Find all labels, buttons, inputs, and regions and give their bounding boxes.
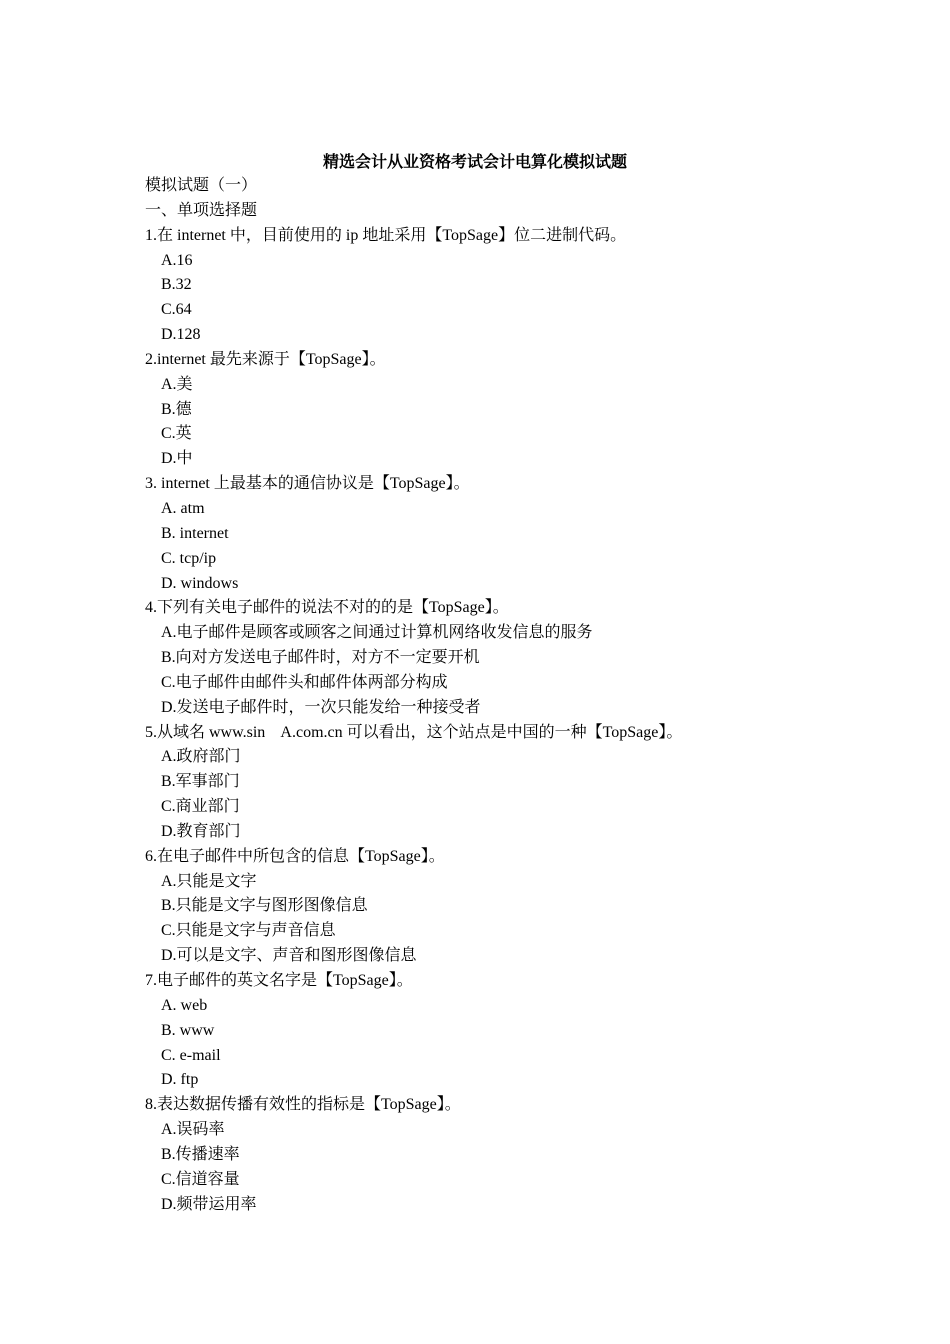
question-stem: 2.internet 最先来源于【TopSage】。 bbox=[145, 350, 386, 368]
answer-option: D.中 bbox=[161, 450, 193, 468]
exam-subtitle: 模拟试题（一） bbox=[145, 177, 258, 194]
answer-option: A. web bbox=[161, 996, 208, 1014]
answer-option: C.只能是文字与声音信息 bbox=[161, 922, 336, 940]
answer-option: A.只能是文字 bbox=[161, 872, 257, 890]
question-stem: 7.电子邮件的英文名字是【TopSage】。 bbox=[145, 972, 413, 989]
answer-option: B.只能是文字与图形图像信息 bbox=[161, 897, 368, 915]
answer-option: A.美 bbox=[161, 375, 193, 393]
answer-option: C. tcp/ip bbox=[161, 549, 217, 567]
question-stem: 6.在电子邮件中所包含的信息【TopSage】。 bbox=[145, 847, 445, 865]
answer-option: C.商业部门 bbox=[161, 798, 240, 816]
question-item bbox=[145, 969, 865, 1093]
question-stem: 8.表达数据传播有效性的指标是【TopSage】。 bbox=[145, 1096, 461, 1114]
question-item bbox=[145, 845, 865, 969]
answer-option: D.128 bbox=[161, 326, 201, 344]
answer-option: D.频带运用率 bbox=[161, 1195, 257, 1213]
answer-option: C.64 bbox=[161, 301, 192, 319]
question-item bbox=[145, 1093, 865, 1217]
question-stem: 3. internet 上最基本的通信协议是【TopSage】。 bbox=[145, 475, 470, 493]
answer-option: C. e-mail bbox=[161, 1046, 221, 1064]
question-stem: 4.下列有关电子邮件的说法不对的的是【TopSage】。 bbox=[145, 599, 509, 617]
answer-option: B. www bbox=[161, 1021, 215, 1039]
answer-option: C.信道容量 bbox=[161, 1170, 240, 1188]
question-item bbox=[145, 721, 865, 845]
answer-option: B.军事部门 bbox=[161, 773, 240, 791]
answer-option: B.32 bbox=[161, 276, 192, 294]
section-heading: 一、单项选择题 bbox=[145, 201, 258, 219]
question-item bbox=[145, 348, 865, 472]
answer-option: D.教育部门 bbox=[161, 822, 241, 840]
question-item bbox=[145, 472, 865, 596]
answer-option: B.德 bbox=[161, 400, 192, 418]
answer-option: D. windows bbox=[161, 574, 239, 592]
answer-option: B. internet bbox=[161, 524, 229, 542]
question-stem: 1.在 internet 中，目前使用的 ip 地址采用【TopSage】位二进制代码。 bbox=[145, 226, 627, 244]
answer-option: A.电子邮件是顾客或顾客之间通过计算机网络收发信息的服务 bbox=[161, 624, 593, 642]
answer-option: A.政府部门 bbox=[161, 748, 241, 766]
question-stem: 5.从域名 www.sin A.com.cn 可以看出，这个站点是中国的一种【TopSage】。 bbox=[145, 723, 683, 741]
answer-option: B.向对方发送电子邮件时，对方不一定要开机 bbox=[161, 649, 480, 667]
answer-option: D. ftp bbox=[161, 1071, 199, 1089]
answer-option: C.英 bbox=[161, 425, 192, 443]
answer-option: C.电子邮件由邮件头和邮件体两部分构成 bbox=[161, 673, 448, 691]
answer-option: D.可以是文字、声音和图形图像信息 bbox=[161, 947, 417, 965]
answer-option: B.传播速率 bbox=[161, 1145, 240, 1163]
document-body bbox=[145, 174, 865, 1217]
answer-option: A.16 bbox=[161, 251, 193, 269]
question-item bbox=[145, 224, 865, 348]
question-list bbox=[145, 224, 865, 1218]
answer-option: A.误码率 bbox=[161, 1121, 225, 1139]
answer-option: D.发送电子邮件时，一次只能发给一种接受者 bbox=[161, 698, 481, 716]
document-title: 精选会计从业资格考试会计电算化模拟试题 bbox=[322, 154, 627, 171]
question-item bbox=[145, 596, 865, 720]
answer-option: A. atm bbox=[161, 499, 205, 517]
